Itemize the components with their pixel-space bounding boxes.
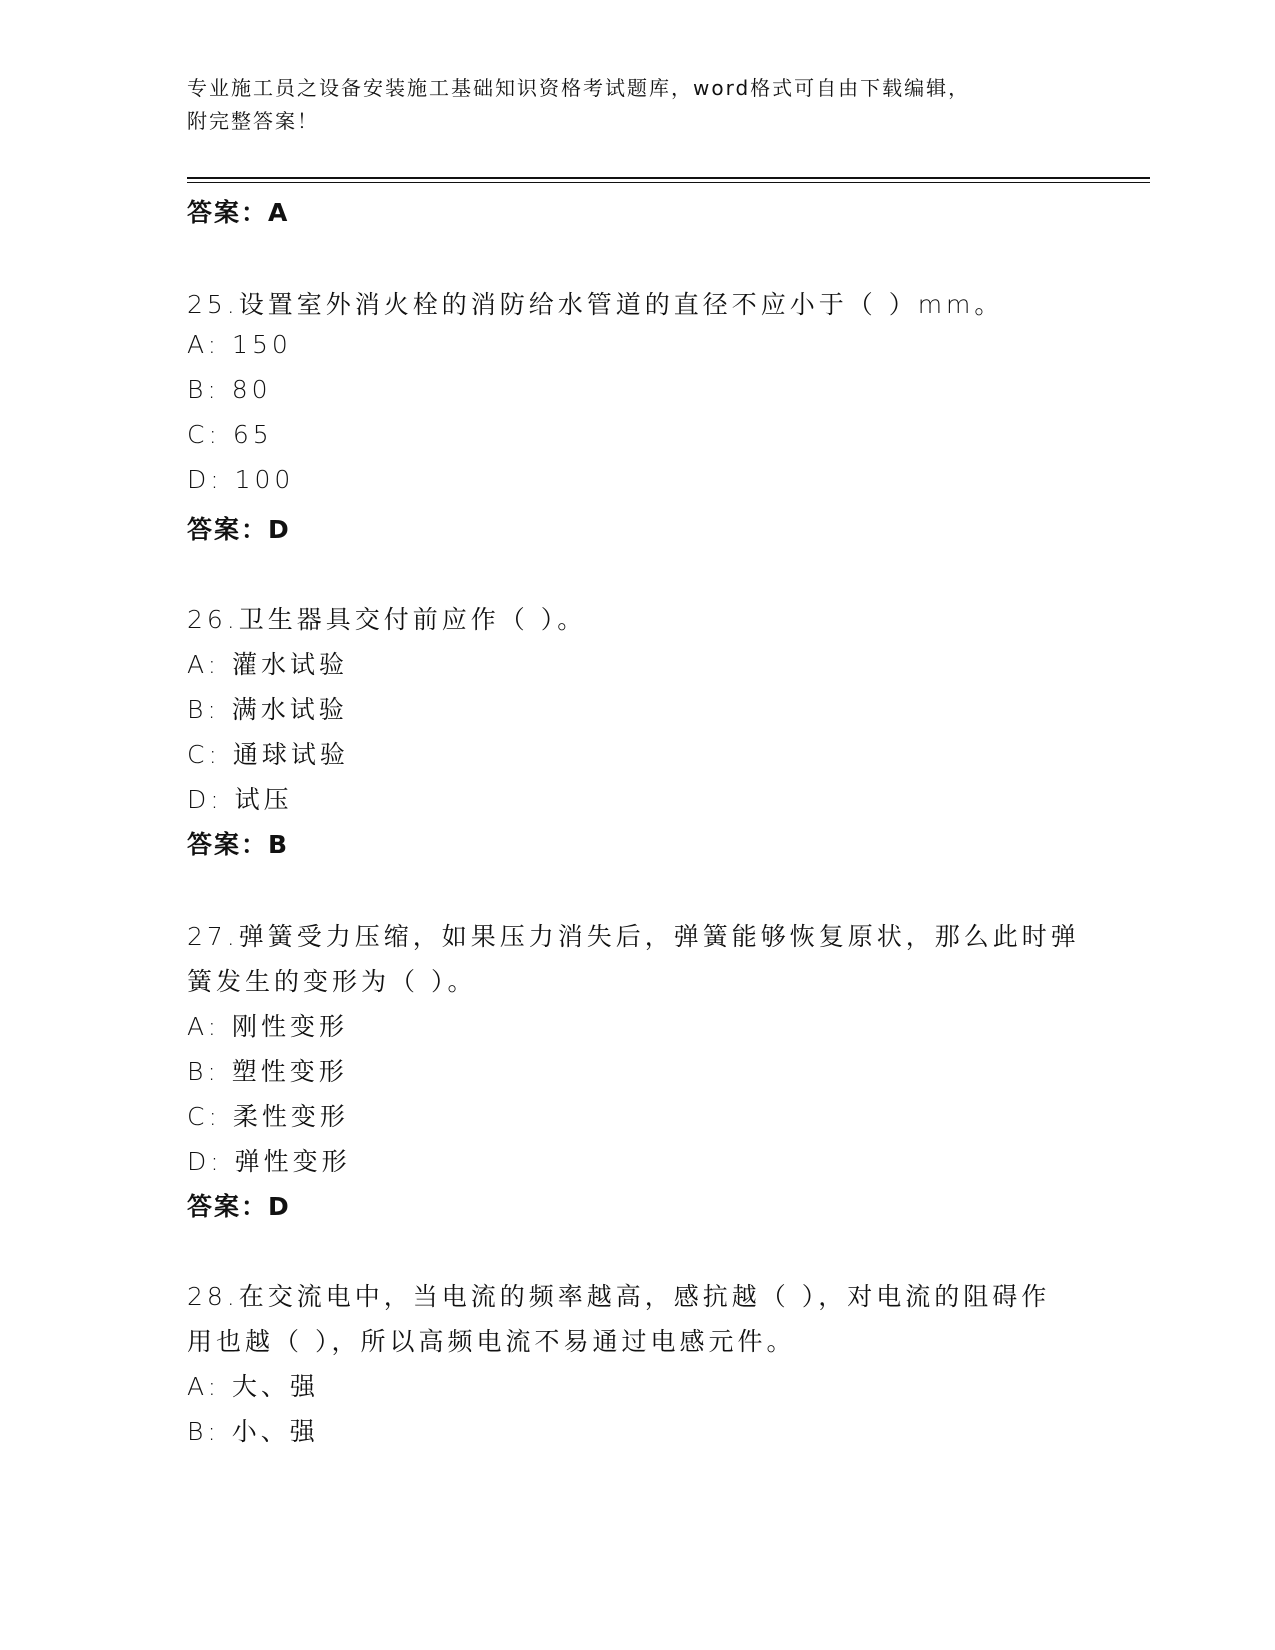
option-a: A: 灌水试验 <box>187 650 349 679</box>
option-d: D: 100 <box>187 465 295 494</box>
option-a: A: 大、强 <box>187 1372 320 1401</box>
page-header <box>187 72 1087 138</box>
question-stem: 27.弹簧受力压缩，如果压力消失后，弹簧能够恢复原状，那么此时弹 <box>187 922 1080 951</box>
question-stem: 26.卫生器具交付前应作（ ）。 <box>187 605 587 634</box>
answer-label: 答案： <box>187 515 269 544</box>
question-stem: 25.设置室外消火栓的消防给水管道的直径不应小于（ ）mm。 <box>187 290 1004 319</box>
answer-value: B <box>268 830 290 859</box>
answer-value: D <box>268 1192 291 1221</box>
option-b: B: 塑性变形 <box>187 1057 348 1086</box>
answer-label: 答案： <box>187 198 269 227</box>
option-a: A: 刚性变形 <box>187 1012 349 1041</box>
header-line-1: 专业施工员之设备安装施工基础知识资格考试题库，word格式可自由下载编辑， <box>187 76 971 100</box>
question-stem-cont: 簧发生的变形为（ ）。 <box>187 967 477 996</box>
header-line-2: 附完整答案！ <box>187 109 319 133</box>
header-rule-thin <box>187 182 1150 183</box>
option-c: C: 柔性变形 <box>187 1102 349 1131</box>
question-stem-cont: 用也越（ ），所以高频电流不易通过电感元件。 <box>187 1327 796 1356</box>
option-a: A: 150 <box>187 330 292 359</box>
option-b: B: 小、强 <box>187 1417 319 1446</box>
option-c: C: 65 <box>187 420 273 449</box>
answer-line <box>187 825 289 861</box>
answer-label: 答案： <box>187 1192 269 1221</box>
option-b: B: 满水试验 <box>187 695 348 724</box>
option-d: D: 弹性变形 <box>187 1147 351 1176</box>
option-c: C: 通球试验 <box>187 740 349 769</box>
option-b: B: 80 <box>187 375 272 404</box>
question-stem: 28.在交流电中，当电流的频率越高，感抗越（ ），对电流的阻碍作 <box>187 1282 1051 1311</box>
answer-line <box>187 1187 291 1223</box>
answer-line <box>187 193 289 229</box>
answer-value: A <box>268 198 290 227</box>
answer-label: 答案： <box>187 830 269 859</box>
header-rule <box>187 177 1150 179</box>
option-d: D: 试压 <box>187 785 293 814</box>
answer-line <box>187 510 291 546</box>
answer-value: D <box>268 515 291 544</box>
